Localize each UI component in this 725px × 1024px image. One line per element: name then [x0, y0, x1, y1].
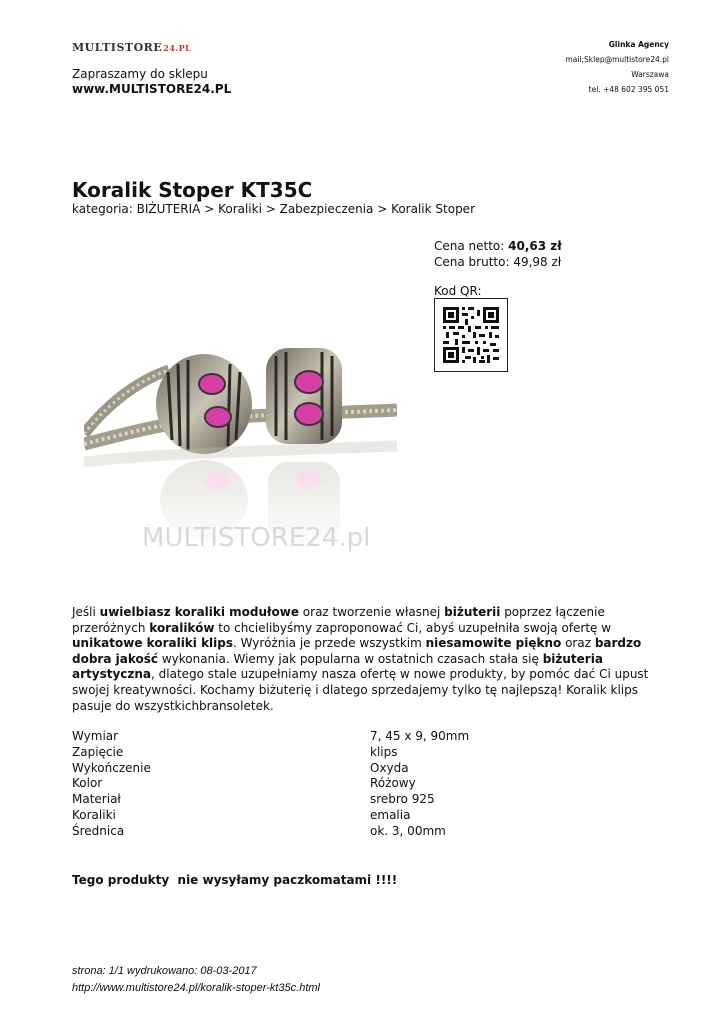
agency-phone: tel. +48 602 395 051: [588, 85, 669, 94]
store-logo: [72, 41, 191, 54]
store-url[interactable]: www.MULTISTORE24.PL: [72, 82, 232, 96]
price-gross-value: 49,98 zł: [513, 255, 562, 269]
spec-key: Wykończenie: [72, 760, 151, 775]
description-emphasis: uwielbiasz koraliki modułowe: [99, 605, 299, 619]
description-emphasis: unikatowe koraliki klips: [72, 636, 234, 651]
description-emphasis: biżuteria artystyczna: [72, 651, 603, 682]
spec-value: Oxyda: [370, 760, 409, 775]
description-text: oraz tworzenie własnej: [298, 605, 445, 619]
price-net: [434, 238, 562, 254]
spec-row: [72, 792, 492, 808]
description-text: wykonania. Wiemy jak popularna w ostatnich czasach stała się: [158, 651, 543, 666]
product-photo: [84, 322, 397, 554]
description-emphasis: koralików: [149, 620, 215, 635]
price-gross-label: Cena brutto:: [434, 255, 510, 269]
product-description: [72, 605, 652, 714]
spec-value: srebro 925: [370, 792, 435, 807]
bead-right: [266, 348, 342, 444]
description-text: , dlatego stale uzupełniamy nasza ofertę w nowe produkty, by pomóc dać Ci upust swojej kreatywności. Kochamy biżuterię i dlatego sprzedajemy tylko tę najlepszą! Koralik klips pasuje do wszystkichbransoletek.: [72, 667, 649, 713]
spec-key: Koraliki: [72, 807, 116, 822]
product-url[interactable]: http://www.multistore24.pl/koralik-stoper-kt35c.html: [72, 982, 320, 994]
spec-row: [72, 761, 492, 777]
description-text: poprzez łączenie przeróżnych: [72, 605, 605, 635]
qr-code: [434, 298, 508, 372]
spec-key: Kolor: [72, 776, 103, 791]
description-text: . Wyróżnia je przede wszystkim: [233, 636, 426, 651]
description-text: to chcielibyśmy zaproponować Ci, abyś uzupełniła swoją ofertę w: [214, 620, 612, 635]
logo-suffix: 24.PL: [163, 43, 192, 53]
agency-city: Warszawa: [631, 70, 669, 79]
spec-key: Wymiar: [72, 729, 119, 743]
description-emphasis: biżuterii: [444, 605, 501, 619]
description-text: oraz: [561, 636, 595, 651]
product-title: Koralik Stoper KT35C: [72, 178, 313, 202]
spec-key: Materiał: [72, 792, 121, 807]
shipping-notice: Tego produkty nie wysyłamy paczkomatami !!!!: [72, 873, 398, 887]
print-info: strona: 1/1 wydrukowano: 08-03-2017: [72, 965, 257, 977]
bead-left: [156, 354, 252, 454]
spec-value: 7, 45 x 9, 90mm: [370, 729, 470, 743]
product-photo-image: [84, 322, 397, 554]
spec-table: [72, 729, 492, 840]
description-emphasis: niesamowite piękno: [425, 636, 562, 651]
welcome-text: Zapraszamy do sklepu: [72, 67, 208, 81]
agency-contact: [565, 37, 669, 97]
price-net-value: 40,63 zł: [508, 239, 562, 253]
logo-text: MULTISTORE: [72, 41, 163, 54]
spec-key: Średnica: [72, 823, 125, 838]
spec-row: [72, 745, 492, 761]
spec-row: [72, 776, 492, 792]
spec-value: Różowy: [370, 776, 416, 791]
spec-key: Zapięcie: [72, 744, 124, 759]
spec-value: ok. 3, 00mm: [370, 823, 446, 838]
description-emphasis: bardzo dobra jakość: [72, 636, 642, 666]
description-text: Jeśli: [72, 605, 100, 619]
price-gross: [434, 254, 562, 270]
agency-name: Glinka Agency: [608, 40, 669, 49]
spec-value: klips: [370, 744, 398, 759]
spec-row: [72, 808, 492, 824]
agency-email[interactable]: mail;Sklep@multistore24.pl: [565, 55, 669, 64]
spec-row: [72, 824, 492, 840]
watermark-text: MULTISTORE24.pl: [142, 523, 371, 553]
spec-row: [72, 729, 492, 745]
qr-code-image: [435, 299, 507, 371]
breadcrumb: kategoria: BIŻUTERIA > Koraliki > Zabezpieczenia > Koralik Stoper: [72, 202, 476, 216]
qr-label: Kod QR:: [434, 284, 482, 298]
spec-value: emalia: [370, 807, 411, 822]
price-net-label: Cena netto:: [434, 239, 505, 253]
price-block: [434, 238, 562, 270]
